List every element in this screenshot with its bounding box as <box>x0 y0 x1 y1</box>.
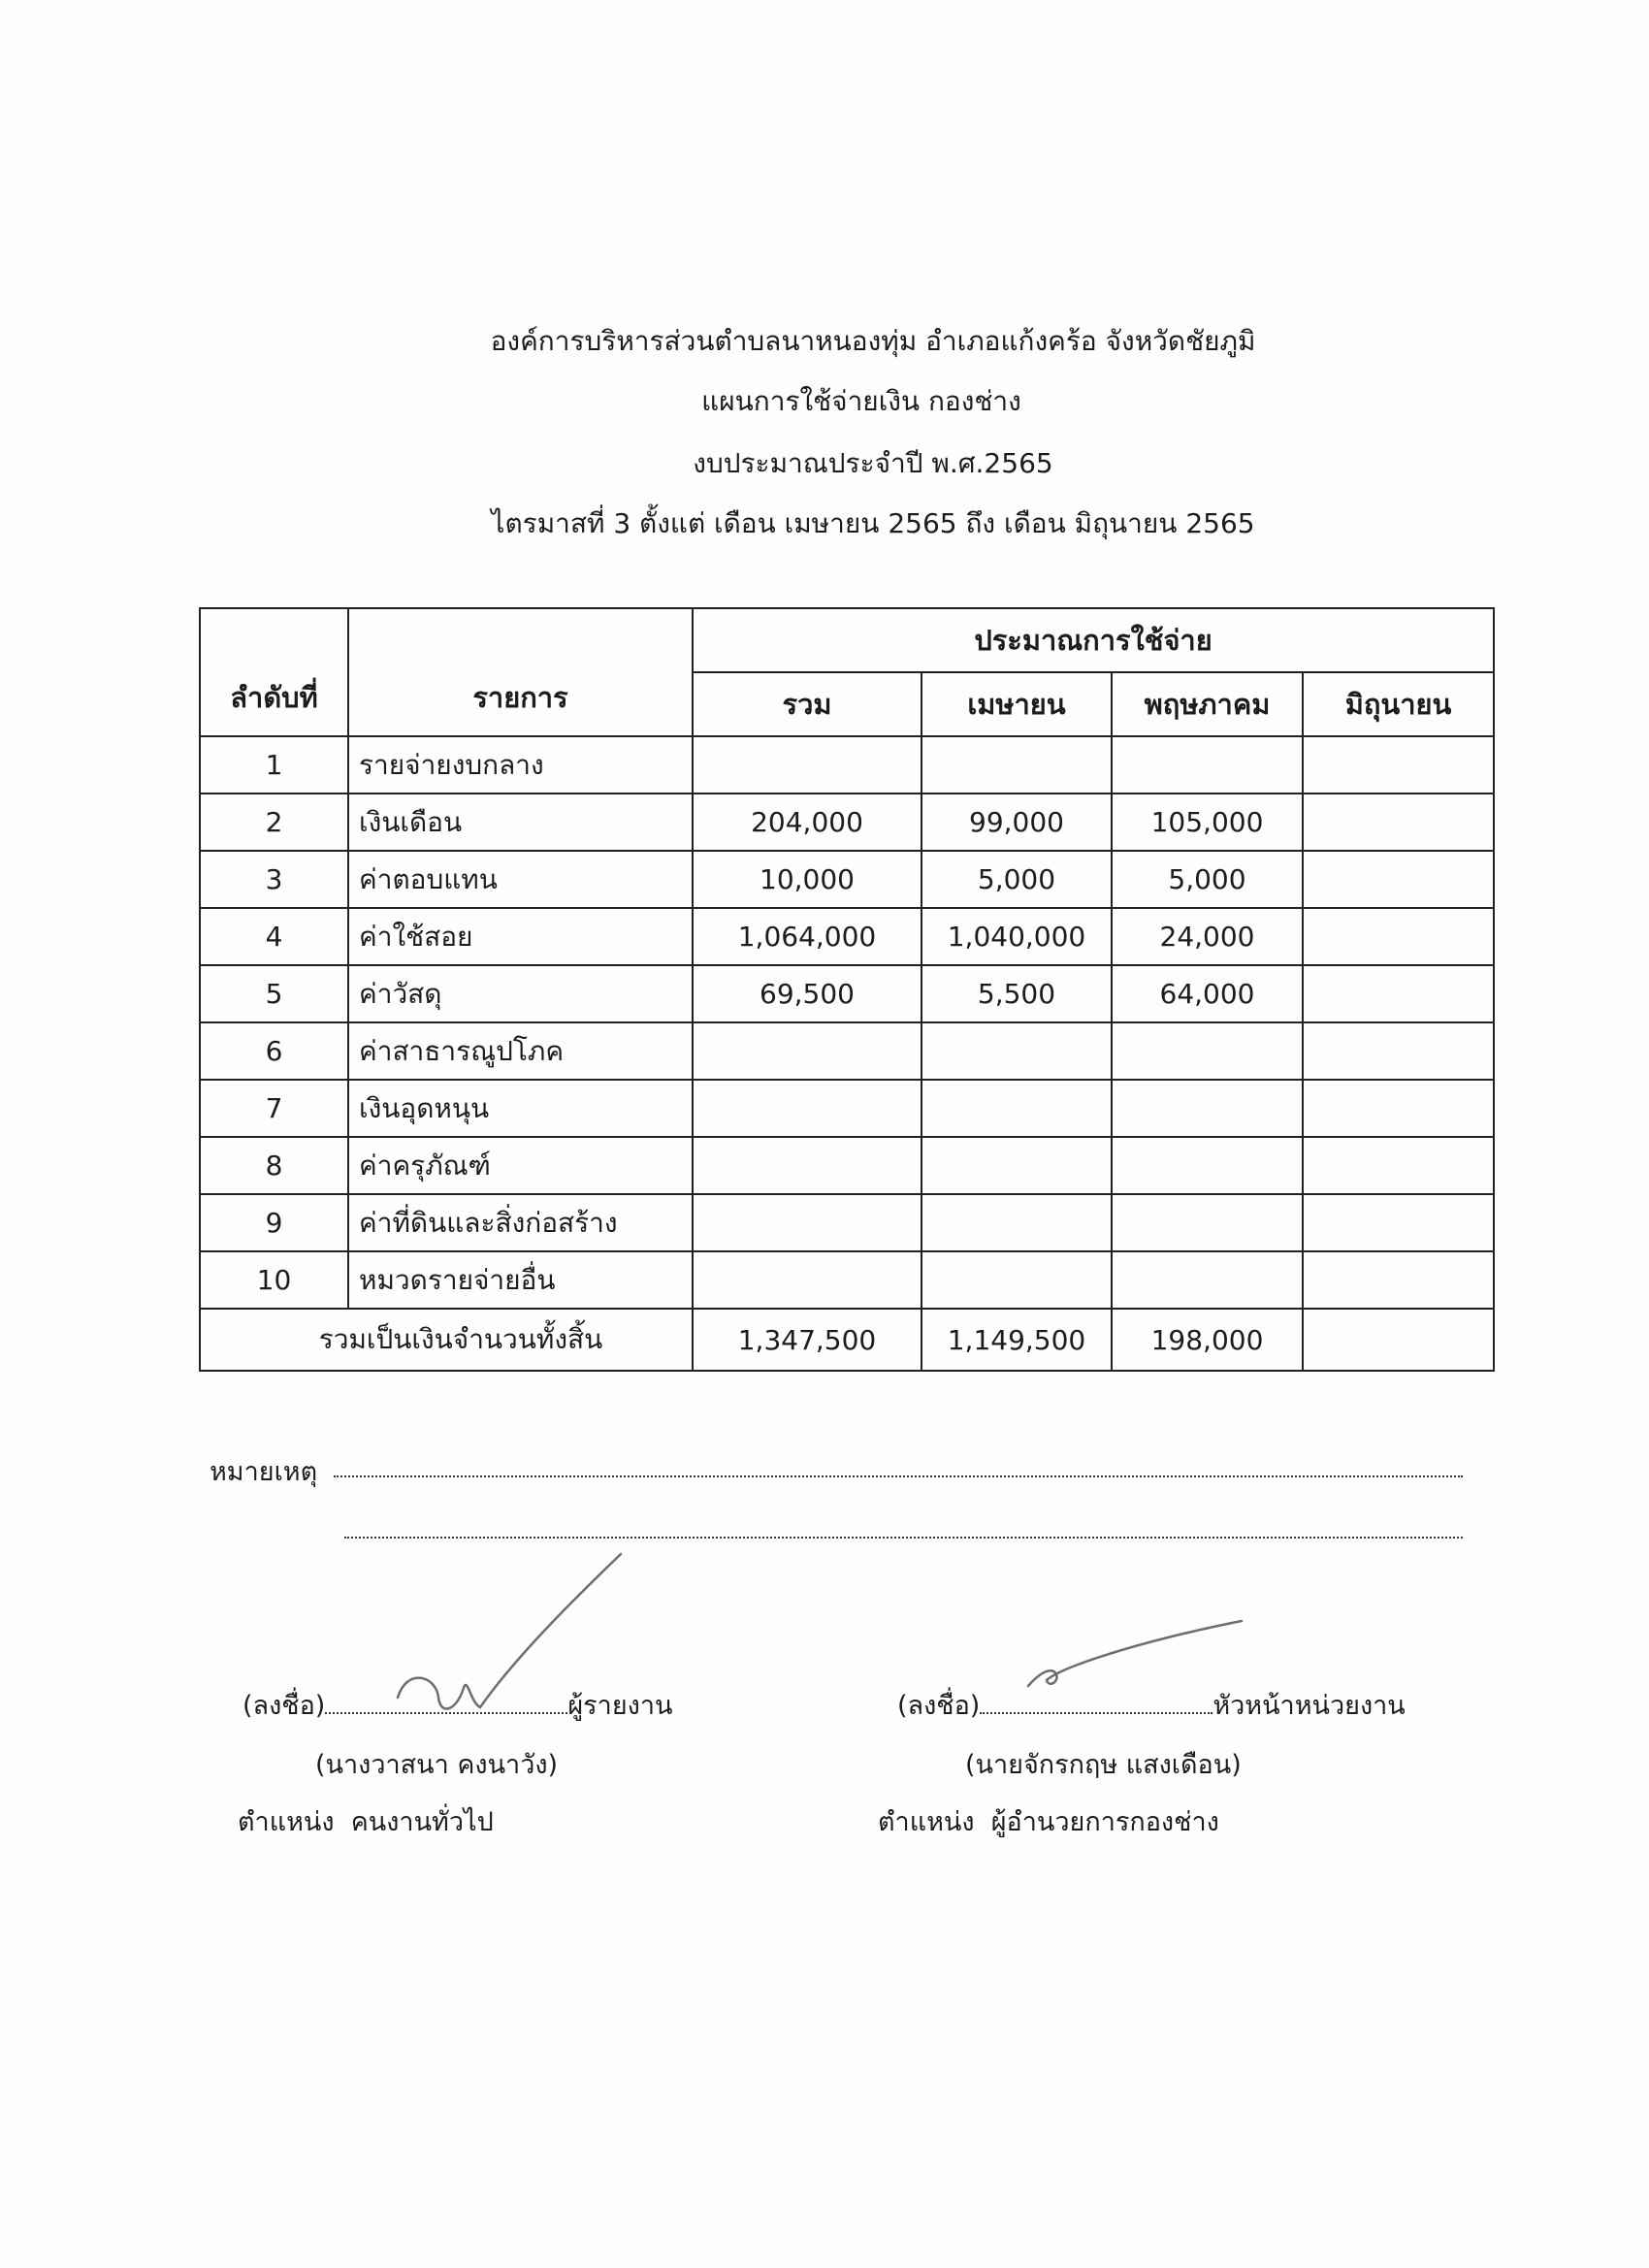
row-june <box>1303 908 1494 965</box>
row-item: รายจ่ายงบกลาง <box>348 736 693 794</box>
plan-title: แผนการใช้จ่ายเงิน กองช่าง <box>701 385 1021 417</box>
row-number: 10 <box>200 1251 348 1309</box>
row-april <box>922 1194 1112 1251</box>
left-sign-line <box>242 1684 672 1726</box>
table-row <box>200 908 1494 965</box>
row-number: 3 <box>200 851 348 908</box>
row-item: ค่าใช้สอย <box>348 908 693 965</box>
row-june <box>1303 965 1494 1022</box>
row-total <box>693 1194 922 1251</box>
row-total: 1,064,000 <box>693 908 922 965</box>
row-item: ค่าที่ดินและสิ่งก่อสร้าง <box>348 1194 693 1251</box>
row-number: 1 <box>200 736 348 794</box>
row-june <box>1303 1251 1494 1309</box>
row-may <box>1112 1022 1303 1080</box>
summary-total: 1,347,500 <box>693 1309 922 1371</box>
row-total: 69,500 <box>693 965 922 1022</box>
row-may: 105,000 <box>1112 794 1303 851</box>
organization-title: องค์การบริหารส่วนตำบลนาหนองทุ่ม อำเภอแก้งคร้อ จังหวัดชัยภูมิ <box>490 325 1256 357</box>
header-april: เมษายน <box>922 672 1112 736</box>
row-total: 10,000 <box>693 851 922 908</box>
table-row <box>200 1194 1494 1251</box>
row-item: ค่าครุภัณฑ์ <box>348 1137 693 1194</box>
right-position: ผู้อำนวยการกองช่าง <box>990 1807 1219 1837</box>
right-role: หัวหน้าหน่วยงาน <box>1212 1691 1406 1721</box>
table-row <box>200 1022 1494 1080</box>
row-june <box>1303 736 1494 794</box>
table-row <box>200 794 1494 851</box>
row-item: ค่าสาธารณูปโภค <box>348 1022 693 1080</box>
row-june <box>1303 794 1494 851</box>
left-position-label: ตำแหน่ง <box>238 1807 335 1837</box>
row-item: ค่าวัสดุ <box>348 965 693 1022</box>
header-june: มิถุนายน <box>1303 672 1494 736</box>
spending-plan-table <box>199 607 1495 1372</box>
table-row <box>200 851 1494 908</box>
left-signer-name: (นางวาสนา คงนาวัง) <box>315 1750 559 1780</box>
row-total <box>693 1137 922 1194</box>
row-number: 6 <box>200 1022 348 1080</box>
table-row <box>200 1251 1494 1309</box>
row-may <box>1112 1080 1303 1137</box>
header-item: รายการ <box>348 608 693 736</box>
header-no: ลำดับที่ <box>200 608 348 736</box>
summary-may: 198,000 <box>1112 1309 1303 1371</box>
row-total <box>693 1022 922 1080</box>
row-april <box>922 1137 1112 1194</box>
right-signer-name: (นายจักรกฤษ แสงเดือน) <box>965 1750 1242 1780</box>
summary-label: รวมเป็นเงินจำนวนทั้งสิ้น <box>200 1309 693 1371</box>
left-position-line <box>238 1800 494 1842</box>
row-april: 1,040,000 <box>922 908 1112 965</box>
header-may: พฤษภาคม <box>1112 672 1303 736</box>
row-april <box>922 1080 1112 1137</box>
row-june <box>1303 851 1494 908</box>
row-item: ค่าตอบแทน <box>348 851 693 908</box>
row-april: 5,500 <box>922 965 1112 1022</box>
row-item: เงินอุดหนุน <box>348 1080 693 1137</box>
left-sign-prefix: (ลงชื่อ) <box>242 1691 326 1721</box>
left-sign-dots <box>325 1711 567 1714</box>
left-role: ผู้รายงาน <box>567 1691 673 1721</box>
row-april: 5,000 <box>922 851 1112 908</box>
row-june <box>1303 1022 1494 1080</box>
header-total: รวม <box>693 672 922 736</box>
row-total <box>693 1080 922 1137</box>
row-total <box>693 736 922 794</box>
row-number: 5 <box>200 965 348 1022</box>
row-number: 4 <box>200 908 348 965</box>
row-may <box>1112 1194 1303 1251</box>
remarks-label: หมายเหตุ <box>210 1457 318 1487</box>
row-april <box>922 736 1112 794</box>
table-row <box>200 1137 1494 1194</box>
remarks-line-2 <box>344 1537 1463 1539</box>
quarter-title: ไตรมาสที่ 3 ตั้งแต่ เดือน เมษายน 2565 ถึง เดือน มิถุนายน 2565 <box>491 507 1255 539</box>
right-sign-prefix: (ลงชื่อ) <box>897 1691 981 1721</box>
table-row <box>200 736 1494 794</box>
right-position-line <box>878 1800 1219 1842</box>
right-position-label: ตำแหน่ง <box>878 1807 975 1837</box>
summary-april: 1,149,500 <box>922 1309 1112 1371</box>
row-total: 204,000 <box>693 794 922 851</box>
row-item: เงินเดือน <box>348 794 693 851</box>
right-sign-line <box>897 1684 1406 1726</box>
row-item: หมวดรายจ่ายอื่น <box>348 1251 693 1309</box>
row-number: 9 <box>200 1194 348 1251</box>
left-position: คนงานทั่วไป <box>350 1807 494 1837</box>
row-may <box>1112 736 1303 794</box>
summary-row <box>200 1309 1494 1371</box>
row-june <box>1303 1137 1494 1194</box>
row-number: 7 <box>200 1080 348 1137</box>
table-body <box>200 736 1494 1309</box>
row-april: 99,000 <box>922 794 1112 851</box>
row-june <box>1303 1194 1494 1251</box>
right-sign-dots <box>980 1711 1212 1714</box>
row-number: 8 <box>200 1137 348 1194</box>
header-estimate-group: ประมาณการใช้จ่าย <box>693 608 1494 672</box>
row-may: 5,000 <box>1112 851 1303 908</box>
table-row <box>200 1080 1494 1137</box>
row-number: 2 <box>200 794 348 851</box>
budget-year-title: งบประมาณประจำปี พ.ศ.2565 <box>693 447 1053 479</box>
row-may <box>1112 1251 1303 1309</box>
remarks-line-1 <box>334 1475 1463 1477</box>
row-total <box>693 1251 922 1309</box>
row-april <box>922 1251 1112 1309</box>
row-may: 24,000 <box>1112 908 1303 965</box>
row-april <box>922 1022 1112 1080</box>
row-may: 64,000 <box>1112 965 1303 1022</box>
row-june <box>1303 1080 1494 1137</box>
table-row <box>200 965 1494 1022</box>
summary-june <box>1303 1309 1494 1371</box>
row-may <box>1112 1137 1303 1194</box>
